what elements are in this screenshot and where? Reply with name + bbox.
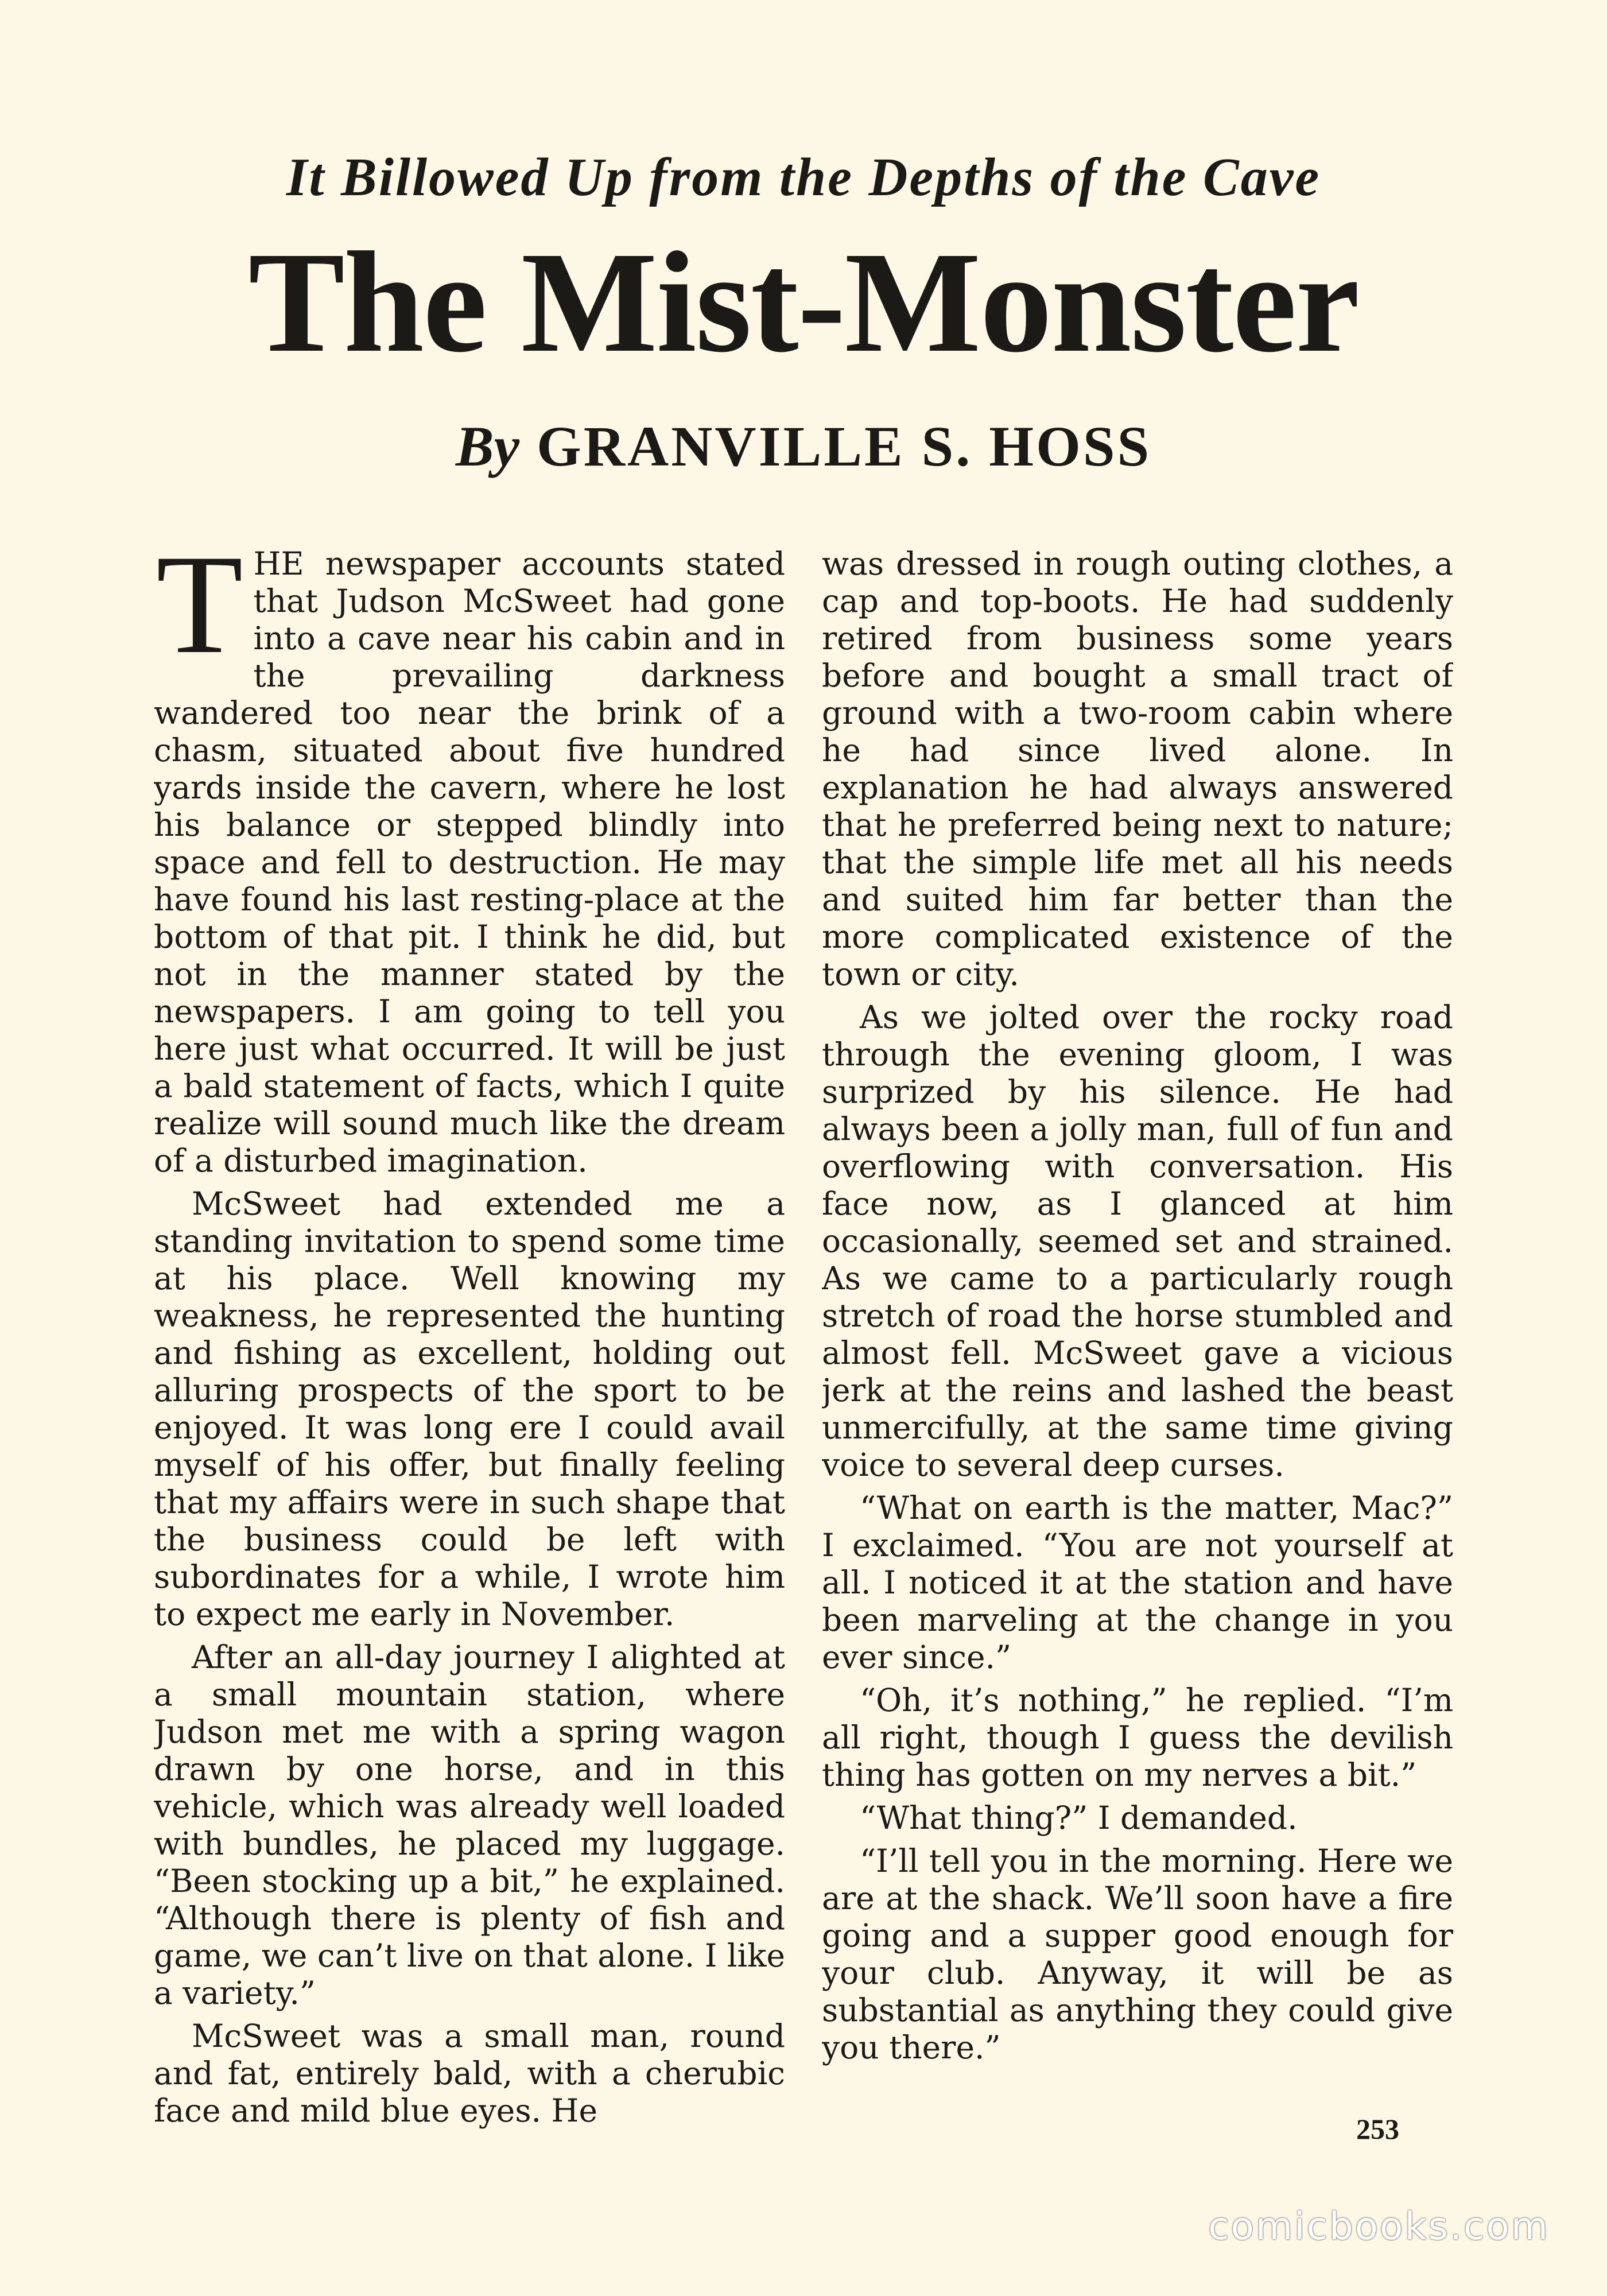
paragraph: McSweet had extended me a standing invitation to spend some time at his place. Well knowing my weakness, he represented the hunting and fishing as excellent, holding out alluring prospects of the sport to be enjoyed. It was long ere I could avail myself of his offer, but finally feeling that my affairs were in such shape that the business could be left with subordinates for a while, I wrote him to expect me early in November.	[154, 1185, 785, 1632]
paragraph-text: HE newspaper accounts stated that Judson McSweet had gone into a cave near his cabin and in the prevailing darkness wandered too near the brink of a chasm, situated about five hundred yards inside the cavern, where he lost his balance or stepped blindly into space and fell to destruction. He may have found his last resting-place at the bottom of that pit. I think he did, but not in the manner stated by the newspapers. I am going to tell you here just what occurred. It will be just a bald statement of facts, which I quite realize will sound much like the dream of a disturbed imagination.	[154, 545, 785, 1179]
author-name: GRANVILLE S. HOSS	[537, 414, 1152, 478]
paragraph: As we jolted over the rocky road through the evening gloom, I was surprized by his silence. He had always been a jolly man, full of fun and overflowing with conversation. His face now, as I glanced at him occasionally, seemed set and strained. As we came to a particularly rough stretch of road the horse stumbled and almost fell. McSweet gave a vicious jerk at the reins and lashed the beast unmercifully, at the same time giving voice to several deep curses.	[822, 999, 1453, 1483]
story-title: The Mist-Monster	[248, 222, 1359, 382]
paragraph: After an all-day journey I alighted at a small mountain station, where Judson met me with a spring wagon drawn by one horse, and in this vehicle, which was already well loaded with bundles, he placed my luggage. “Been stocking up a bit,” he explained. “Although there is plenty of fish and game, we can’t live on that alone. I like a variety.”	[154, 1639, 785, 2011]
paragraph: “Oh, it’s nothing,” he replied. “I’m all right, though I guess the devilish thing has gotten on my nerves a bit.”	[822, 1682, 1453, 1793]
drop-cap: T	[156, 545, 243, 683]
paragraph: “What on earth is the matter, Mac?” I exclaimed. “You are not yourself at all. I noticed it at the station and have been marveling at the change in you ever since.”	[822, 1490, 1453, 1676]
paragraph: “I’ll tell you in the morning. Here we are at the shack. We’ll soon have a fire going and a supper good enough for your club. Anyway, it will be as substantial as anything they could give you there.”	[822, 1843, 1453, 2066]
paragraph	[154, 545, 785, 1180]
site-watermark: comicbooks.com	[1208, 2204, 1550, 2248]
page-number: 253	[1356, 2113, 1399, 2145]
byline-prefix: By	[455, 414, 519, 478]
byline	[0, 413, 1607, 479]
left-column	[154, 545, 785, 2130]
right-column	[822, 545, 1453, 2130]
paragraph: McSweet was a small man, round and fat, entirely bald, with a cherubic face and mild blue eyes. He	[154, 2018, 785, 2129]
paragraph: was dressed in rough outing clothes, a cap and top-boots. He had suddenly retired from business some years before and bought a small tract of ground with a two-room cabin where he had since lived alone. In explanation he had always answered that he preferred being next to nature; that the simple life met all his needs and suited him far better than the more complicated existence of the town or city.	[822, 545, 1453, 992]
paragraph: “What thing?” I demanded.	[860, 1799, 1298, 1836]
story-subtitle: It Billowed Up from the Depths of the Cave	[286, 148, 1321, 207]
